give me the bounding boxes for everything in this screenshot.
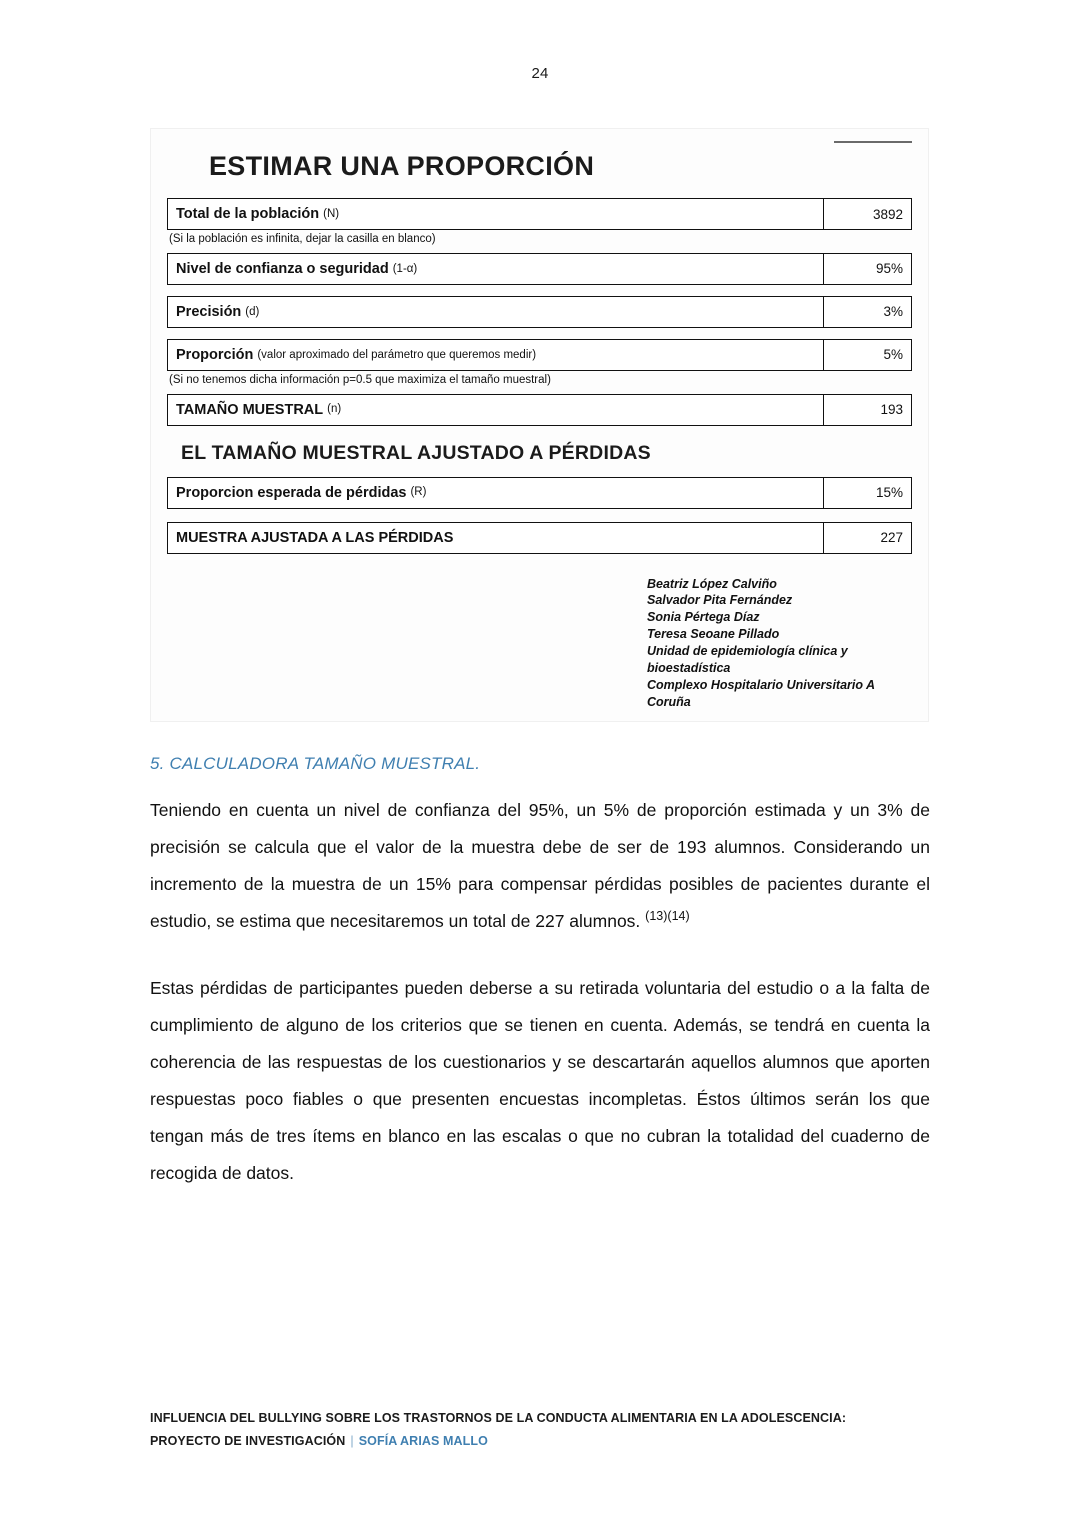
calc-label-hint: (valor aproximado del parámetro que queremos medir) (257, 348, 537, 361)
credit-line: Salvador Pita Fernández (647, 593, 793, 608)
footer-separator: | (350, 1434, 354, 1449)
figure-title: ESTIMAR UNA PROPORCIÓN (209, 151, 595, 181)
calc-label-hint: (n) (327, 403, 342, 416)
calc-row (167, 477, 912, 509)
calc-label (167, 394, 823, 426)
calc-value[interactable]: 3892 (823, 198, 912, 230)
calc-label-text: Precisión (176, 303, 242, 320)
calc-label-hint: (N) (323, 207, 340, 220)
calc-label (167, 339, 823, 371)
sample-size-calculator-figure (150, 128, 929, 722)
credit-line: Teresa Seoane Pillado (647, 627, 780, 642)
calc-note: (Si no tenemos dicha información p=0.5 que maximiza el tamaño muestral) (169, 373, 551, 386)
credit-line: Complexo Hospitalario Universitario A Coruña (647, 677, 875, 709)
calc-label (167, 198, 823, 230)
calc-label (167, 253, 823, 285)
page-footer (150, 1407, 930, 1455)
section-heading: 5. CALCULADORA TAMAÑO MUESTRAL. (150, 753, 481, 773)
calc-row (167, 339, 912, 371)
calc-value[interactable]: 15% (823, 477, 912, 509)
calc-label-hint: (R) (410, 486, 427, 499)
calc-row (167, 522, 912, 554)
credit-line: Beatriz López Calviño (647, 576, 777, 591)
spacer (167, 288, 912, 296)
figure-subtitle: EL TAMAÑO MUESTRAL AJUSTADO A PÉRDIDAS (181, 441, 651, 464)
calc-label-text: Proporcion esperada de pérdidas (176, 484, 407, 501)
calc-value[interactable]: 193 (823, 394, 912, 426)
calc-row (167, 253, 912, 285)
calc-row (167, 198, 912, 230)
calc-value[interactable]: 95% (823, 253, 912, 285)
footer-line-1: INFLUENCIA DEL BULLYING SOBRE LOS TRASTORNOS DE LA CONDUCTA ALIMENTARIA EN LA ADOLESCENCIA: (150, 1410, 847, 1425)
footer-line-2 (150, 1430, 930, 1454)
page-number: 24 (531, 65, 549, 82)
calc-value[interactable]: 227 (823, 522, 912, 554)
calc-label (167, 477, 823, 509)
figure-credits (647, 576, 912, 711)
calc-label-text: Total de la población (176, 205, 320, 222)
calc-label-text: TAMAÑO MUESTRAL (176, 401, 324, 418)
calc-label-hint: (1-α) (392, 262, 418, 275)
calc-row (167, 296, 912, 328)
figure-top-rule (834, 141, 912, 143)
spacer (167, 331, 912, 339)
footer-author: SOFÍA ARIAS MALLO (358, 1434, 488, 1449)
paragraph-text: Teniendo en cuenta un nivel de confianza del 95%, un 5% de proporción estimada y un 3% de precisión se calcula que el valor de la muestra debe de ser de 193 alumnos. Considerando un incremento de la muestra de un 15% para compensar pérdidas posibles de pacientes durante el estudio, se estima que necesitaremos un total de 227 alumnos. (150, 799, 930, 931)
calc-value[interactable]: 5% (823, 339, 912, 371)
calc-label (167, 522, 823, 554)
calc-label-hint: (d) (245, 305, 260, 318)
spacer (167, 512, 912, 522)
credit-line: Sonia Pértega Díaz (647, 610, 760, 625)
calc-value[interactable]: 3% (823, 296, 912, 328)
credit-line: Unidad de epidemiología clínica y bioestadística (647, 644, 848, 675)
calc-label (167, 296, 823, 328)
paragraph-losses: Estas pérdidas de participantes pueden deberse a su retirada voluntaria del estudio o a la falta de cumplimiento de alguno de los criterios que se tienen en cuenta. Además, se tendrá en cuenta la coherencia de las respuestas de los cuestionarios y se descartarán aquellos alumnos que aporten respuestas poco fiables o que presenten encuestas incompletas. Éstos últimos serán los que tengan más de tres ítems en blanco en las escalas o que no cubran la totalidad del cuaderno de recogida de datos. (150, 977, 930, 1184)
footer-project-label: PROYECTO DE INVESTIGACIÓN (150, 1434, 346, 1449)
calc-label-text: Nivel de confianza o seguridad (176, 260, 389, 277)
paragraph-sample-size (150, 792, 930, 940)
calc-note: (Si la población es infinita, dejar la casilla en blanco) (169, 233, 436, 245)
calc-label-text: Proporción (176, 346, 254, 363)
reference-superscript: (13)(14) (645, 909, 690, 924)
calc-label-text: MUESTRA AJUSTADA A LAS PÉRDIDAS (176, 529, 454, 546)
calc-row (167, 394, 912, 426)
